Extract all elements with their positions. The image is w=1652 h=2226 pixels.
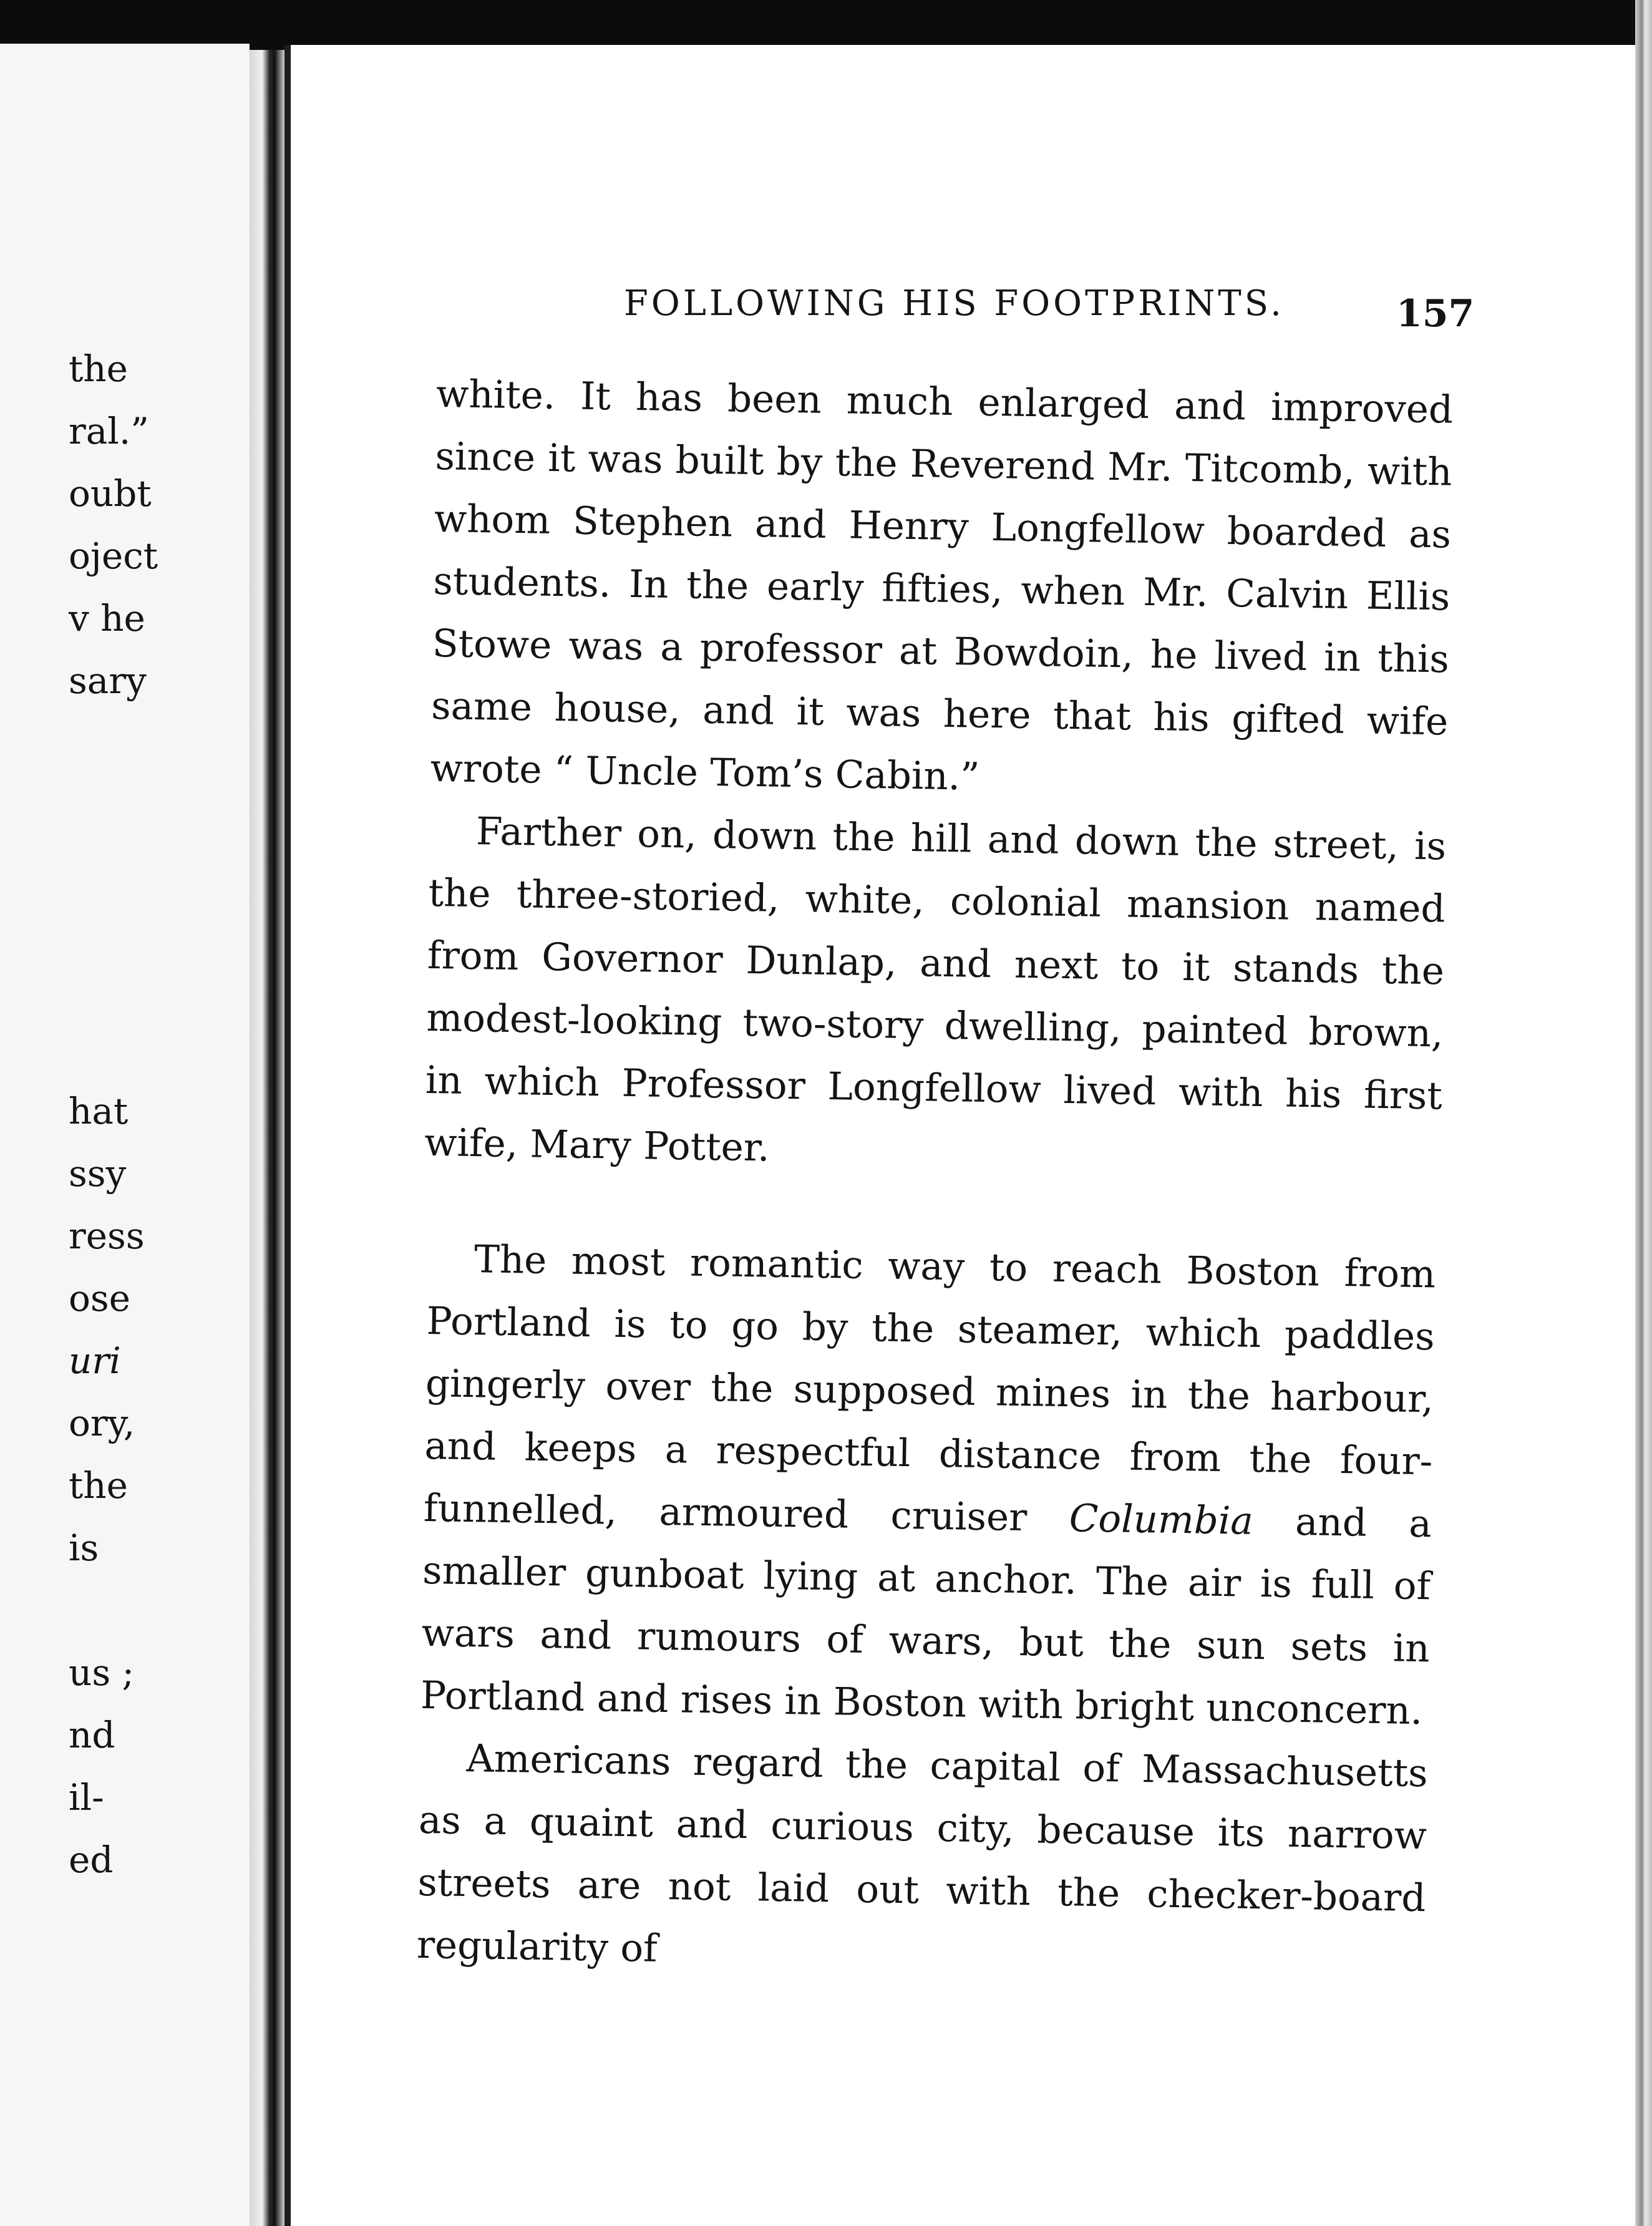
left-page-fragment: ory, [69, 1402, 135, 1444]
left-page-fragment: is [69, 1527, 99, 1569]
left-page-fragment: oubt [69, 472, 152, 515]
left-page-fragment: nd [69, 1714, 115, 1756]
left-page-fragment: hat [69, 1090, 129, 1132]
left-page-fragment: ose [69, 1277, 131, 1320]
left-page-fragment: oject [69, 535, 158, 577]
paragraph: white. It has been much enlarged and improved since it was built by the Reverend Mr. Titcomb, with whom Stephen and Henry Longfellow boarded as students. In the early fifties, when Mr. Calvin Ellis Stowe was a professor at Bowdoin, he lived in this same house, and it was here that his gifted wife wrote “ Uncle Tom’s Cabin.” [430, 371, 1454, 799]
paragraph [420, 1228, 1436, 1742]
left-page-fragment: ssy [69, 1152, 127, 1195]
left-page-fragment: us ; [69, 1651, 135, 1694]
text-block-lower [416, 1228, 1436, 1992]
left-page-fragment: ral.” [69, 410, 149, 452]
paragraph: Farther on, down the hill and down the street, is the three-storied, white, colonial mansion named from Governor Dunlap, and next to it stands the modest-looking two-story dwelling, painted brown, in which Professor Longfellow lived with his first wife, Mary Potter. [424, 809, 1447, 1170]
left-page-fragment: il- [69, 1776, 104, 1819]
paragraph-text: The most romantic way to reach Boston from Portland is to go by the steamer, which paddles gingerly over the supposed mines in the harbour, and keeps a respectful distance from the four-funnelled, armoured cruiser [423, 1237, 1436, 1541]
text-block-upper [424, 363, 1454, 1190]
left-page-fragment: the [69, 1464, 128, 1507]
running-head: FOLLOWING HIS FOOTPRINTS. [624, 283, 1285, 324]
left-page-fragment: uri [69, 1339, 121, 1382]
left-page-fragment: v he [69, 597, 145, 639]
paragraph: Americans regard the capital of Massachusetts as a quaint and curious city, because its narrow streets are not laid out with the checker-board regularity of [416, 1736, 1429, 1971]
page-edge [1635, 0, 1652, 2226]
page-number: 157 [1396, 292, 1475, 336]
left-page-fragment: sary [69, 659, 147, 702]
left-facing-page [0, 44, 250, 2226]
ship-name: Columbia [1069, 1496, 1254, 1543]
book-gutter [250, 50, 286, 2226]
left-page-fragment: the [69, 348, 128, 390]
left-page-fragment: ed [69, 1839, 114, 1881]
paragraph-text: and a smaller gunboat lying at anchor. The air is full of wars and rumours of wars, but the sun sets in Portland and rises in Boston with bright unconcern. [420, 1499, 1432, 1734]
left-page-fragment: ress [69, 1215, 145, 1257]
